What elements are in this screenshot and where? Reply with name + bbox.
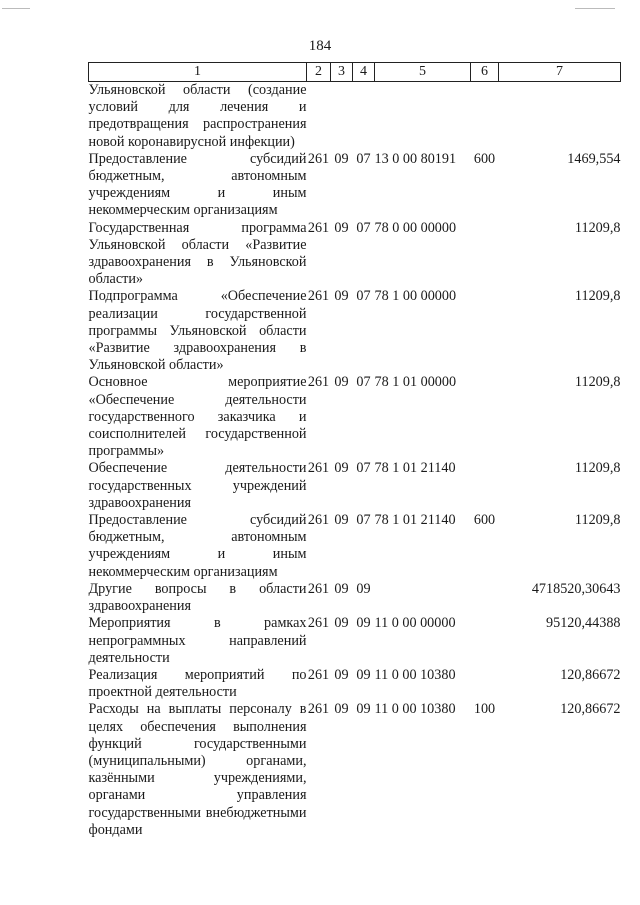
section-code: 09: [334, 460, 349, 477]
table-header-row: [89, 63, 621, 82]
admin-code: 261: [307, 615, 330, 632]
table-row: [89, 512, 621, 581]
amount-value: 1469,554: [567, 150, 621, 167]
row-name: Расходы на выплаты персоналу в целях обеспечения выполнения функций государственными (муниципальными) органами, казёнными учреждениями, органами управления государственными внебюджетными фондами: [88, 701, 307, 838]
section-code: 09: [334, 580, 349, 597]
subsection-code: 07: [356, 460, 371, 477]
amount-value: 120,86672: [560, 701, 621, 718]
expense-type-code: [471, 220, 499, 289]
table-row: [89, 288, 621, 374]
amount-value: 11209,8: [574, 460, 621, 477]
subsection-code: [353, 82, 375, 151]
expense-type-code: [471, 374, 499, 460]
target-article-code: [375, 581, 471, 615]
admin-code: 261: [307, 150, 330, 167]
row-name: Основное мероприятие «Обеспечение деятельности государственного заказчика и соисполнителей государственной программы»: [88, 374, 307, 460]
table-row: [89, 374, 621, 460]
admin-code: 261: [307, 512, 330, 529]
admin-code: 261: [307, 460, 330, 477]
budget-table: [88, 62, 621, 839]
target-article-code: 78 1 00 00000: [374, 288, 457, 305]
column-header: 6: [471, 63, 499, 82]
admin-code: 261: [307, 288, 330, 305]
admin-code: 261: [307, 580, 330, 597]
row-name: Предоставление субсидий бюджетным, автономным учреждениям и иным некоммерческим организациям: [88, 512, 307, 580]
subsection-code: 07: [356, 150, 371, 167]
section-code: 09: [334, 666, 349, 683]
row-name: Подпрограмма «Обеспечение реализации государственной программы Ульяновской области «Развитие здравоохранения в Ульяновской области»: [88, 288, 307, 374]
target-article-code: 11 0 00 10380: [374, 701, 456, 718]
subsection-code: 09: [356, 580, 371, 597]
table-body: [89, 82, 621, 839]
subsection-code: 09: [356, 615, 371, 632]
target-article-code: 78 1 01 00000: [374, 374, 457, 391]
table-row: [89, 460, 621, 512]
target-article-code: 78 0 00 00000: [374, 219, 457, 236]
admin-code: 261: [307, 701, 330, 718]
expense-type-code: [471, 615, 499, 667]
column-header: 2: [307, 63, 331, 82]
expense-type-code: 100: [473, 701, 496, 718]
subsection-code: 07: [356, 374, 371, 391]
amount-value: 11209,8: [574, 512, 621, 529]
column-header: 7: [499, 63, 621, 82]
target-article-code: [375, 82, 471, 151]
scan-edge-mark-left: [2, 8, 30, 9]
amount-value: [499, 82, 621, 151]
amount-value: 11209,8: [574, 288, 621, 305]
table-row: [89, 220, 621, 289]
expense-type-code: [471, 288, 499, 374]
section-code: 09: [334, 615, 349, 632]
column-header: 1: [89, 63, 307, 82]
subsection-code: 09: [356, 701, 371, 718]
target-article-code: 78 1 01 21140: [374, 512, 456, 529]
expense-type-code: 600: [473, 512, 496, 529]
section-code: [331, 82, 353, 151]
page-number: 184: [308, 38, 332, 54]
table-row: [89, 615, 621, 667]
row-name: Другие вопросы в области здравоохранения: [88, 580, 307, 615]
row-name: Государственная программа Ульяновской области «Развитие здравоохранения в Ульяновской области»: [88, 219, 307, 288]
column-header: 3: [331, 63, 353, 82]
amount-value: 11209,8: [574, 219, 621, 236]
row-name: Мероприятия в рамках непрограммных направлений деятельности: [88, 615, 307, 666]
section-code: 09: [334, 512, 349, 529]
subsection-code: 07: [356, 219, 371, 236]
target-article-code: 13 0 00 80191: [374, 150, 457, 167]
row-name: Обеспечение деятельности государственных учреждений здравоохранения: [88, 460, 307, 511]
target-article-code: 11 0 00 00000: [374, 615, 456, 632]
amount-value: 4718520,30643: [531, 580, 621, 597]
row-name: Ульяновской области (создание условий для лечения и предотвращения распространения новой коронавирусной инфекции): [88, 82, 307, 150]
amount-value: 95120,44388: [546, 615, 621, 632]
admin-code: 261: [307, 374, 330, 391]
row-name: Реализация мероприятий по проектной деятельности: [88, 666, 307, 701]
expense-type-code: [471, 460, 499, 512]
column-header: 4: [353, 63, 375, 82]
amount-value: 11209,8: [574, 374, 621, 391]
subsection-code: 07: [356, 512, 371, 529]
section-code: 09: [334, 219, 349, 236]
section-code: 09: [334, 288, 349, 305]
table-row: [89, 151, 621, 220]
amount-value: 120,86672: [560, 666, 621, 683]
admin-code: [307, 82, 331, 151]
admin-code: 261: [307, 666, 330, 683]
expense-type-code: [471, 667, 499, 701]
section-code: 09: [334, 701, 349, 718]
column-header: 5: [375, 63, 471, 82]
target-article-code: 78 1 01 21140: [374, 460, 456, 477]
subsection-code: 07: [356, 288, 371, 305]
section-code: 09: [334, 150, 349, 167]
scan-edge-mark-right: [575, 8, 615, 9]
admin-code: 261: [307, 219, 330, 236]
target-article-code: 11 0 00 10380: [374, 666, 456, 683]
table-row: [89, 701, 621, 839]
section-code: 09: [334, 374, 349, 391]
table-row: [89, 82, 621, 151]
expense-type-code: 600: [473, 150, 496, 167]
table-row: [89, 667, 621, 701]
subsection-code: 09: [356, 666, 371, 683]
table-row: [89, 581, 621, 615]
expense-type-code: [471, 581, 499, 615]
expense-type-code: [471, 82, 499, 151]
row-name: Предоставление субсидий бюджетным, автономным учреждениям и иным некоммерческим организациям: [88, 150, 307, 219]
